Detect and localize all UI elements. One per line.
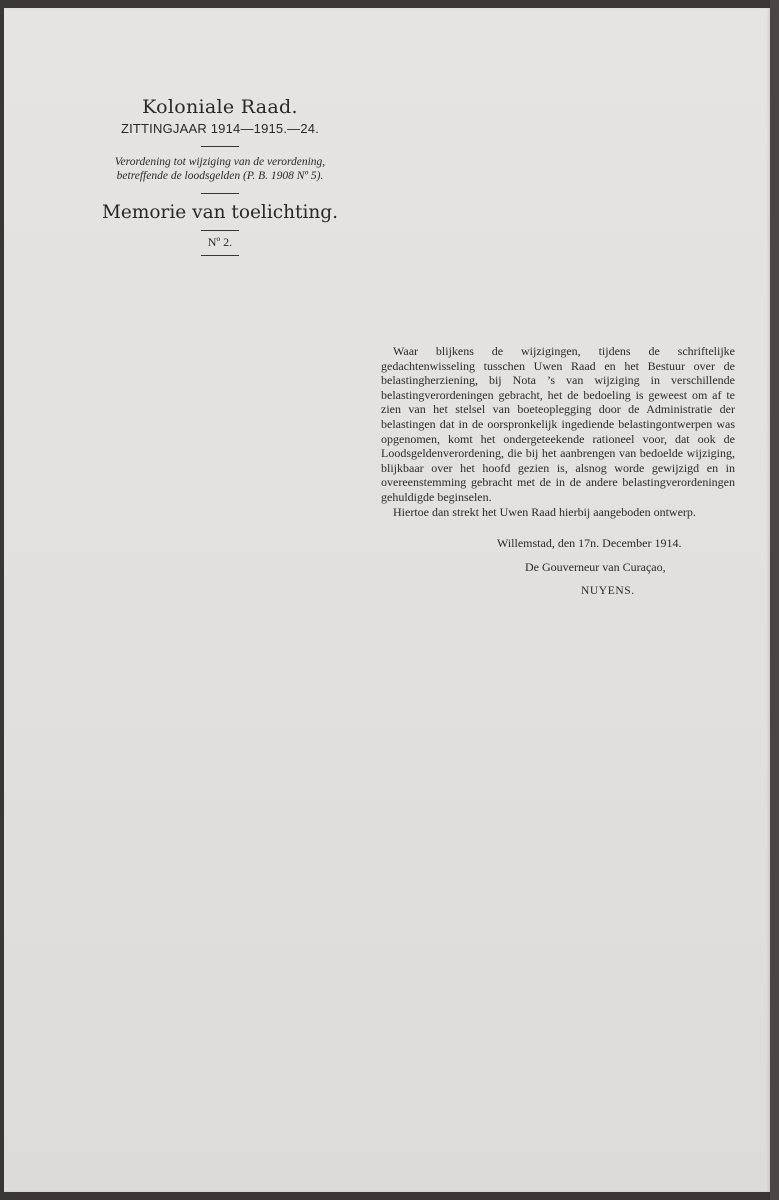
subject-line-2: betreffende de loodsgelden (P. B. 1908 Nº 5). (116, 170, 324, 182)
divider (201, 255, 239, 256)
document-header (80, 96, 360, 264)
document-number: Nº 2. (207, 235, 233, 249)
page-edge (770, 0, 779, 1200)
session-year: ZITTINGJAAR 1914—1915.—24. (120, 121, 320, 136)
signature: NUYENS. (581, 585, 635, 597)
governor-title: De Gouverneur van Curaçao, (525, 560, 666, 574)
body-paragraph-1: Waar blijkens de wijzigingen, tijdens de schriftelijke gedachtenwisseling tusschen Uwen Raad en het Bestuur over de belastingherziening, bij Nota ’s van wijziging in verschillende belastingverordeningen gebracht, het de bedoeling is geweest om af te zien van het stelsel van boeteoplegging door de Administratie der belastingen dat in de oorspronkelijk ingediende belastingontwerpen was opgenomen, komt het ondergeteekende rationeel voor, dat ook de Loodsgeldenverordening, die bij het aanbrengen van bedoelde wijziging, blijkbaar over het hoofd gezien is, alsnog worde gewijzigd en in overeenstemming gebracht met de in de andere belastingverordeningen gehuldigde beginselen. (381, 344, 735, 504)
council-title: Koloniale Raad. (142, 96, 298, 118)
divider (201, 146, 239, 147)
document-type-heading: Memorie van toelichting. (101, 202, 339, 223)
divider (201, 193, 239, 194)
memorandum-body (381, 344, 735, 519)
body-paragraph-2: Hiertoe dan strekt het Uwen Raad hierbij aangeboden ontwerp. (393, 504, 696, 519)
subject-line-1: Verordening tot wijziging van de verordening, (114, 156, 326, 168)
divider (201, 230, 239, 231)
place-date: Willemstad, den 17n. December 1914. (497, 536, 682, 550)
